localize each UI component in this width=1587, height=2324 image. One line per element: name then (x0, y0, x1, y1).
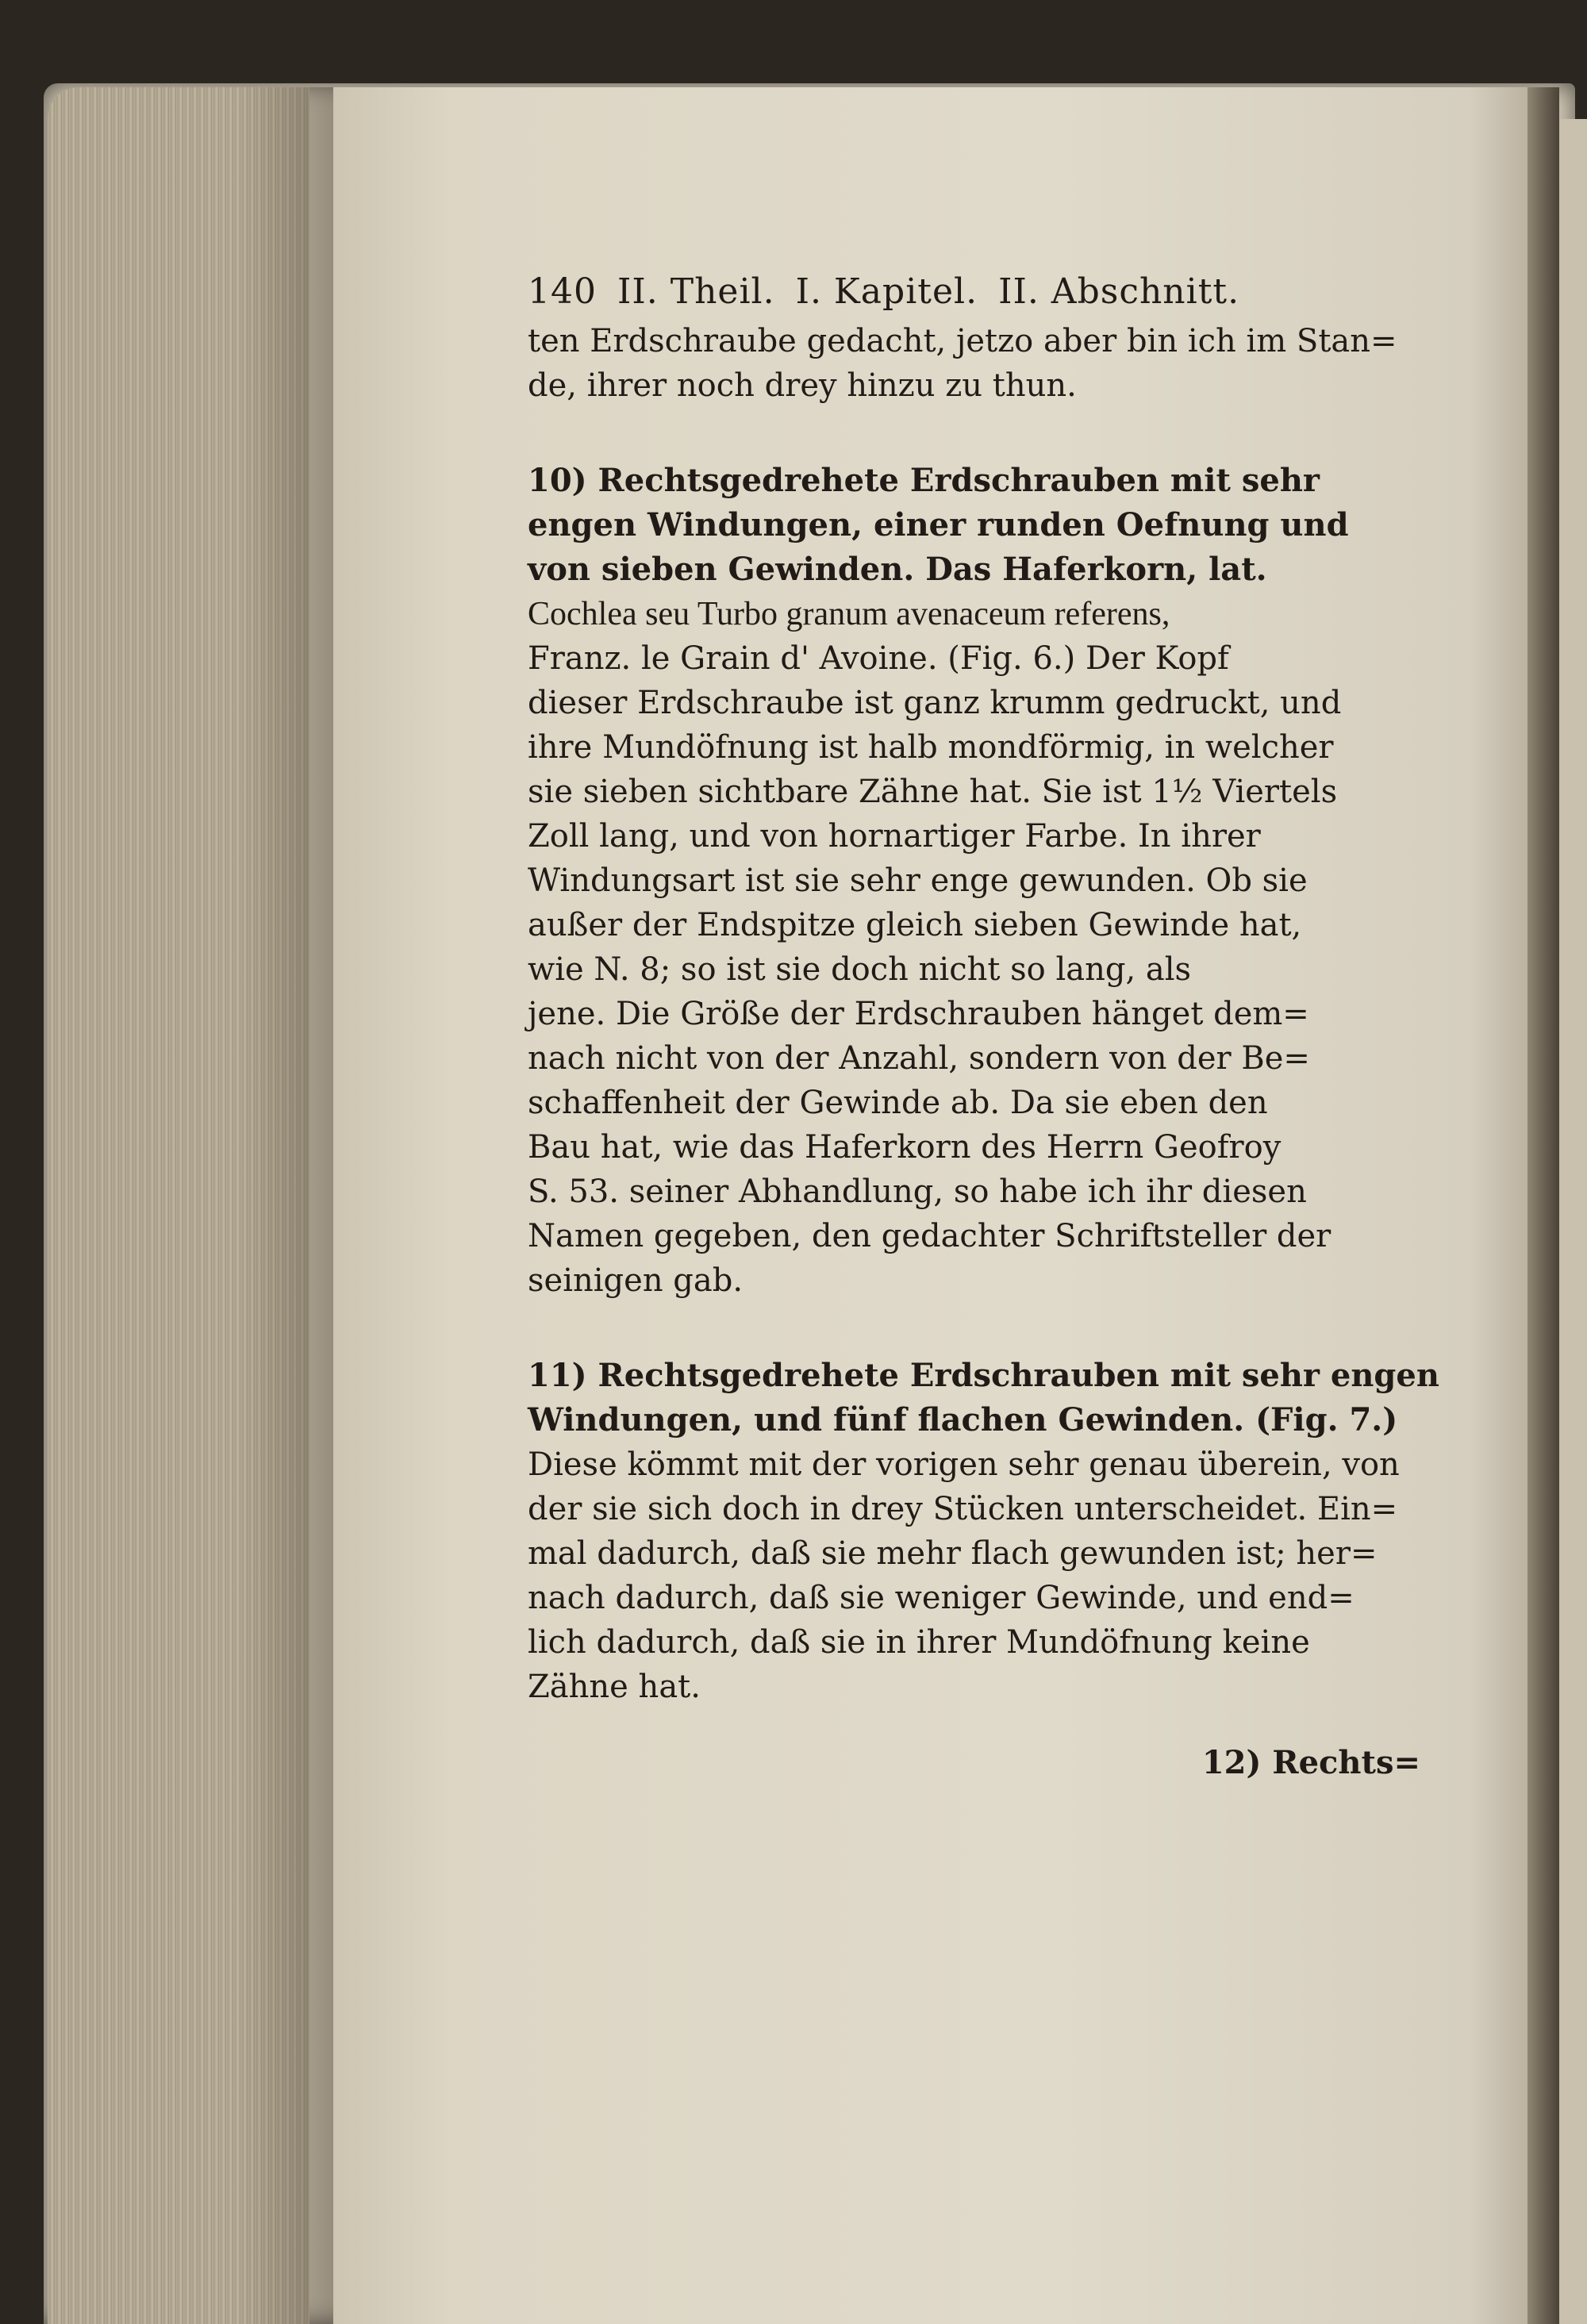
text-line: seinigen gab. (528, 1262, 744, 1299)
text-line: sie sieben sichtbare Zähne hat. Sie ist 1½ Viertels (528, 774, 1338, 810)
header-chapter: I. Kapitel. (795, 271, 978, 312)
text-line: S. 53. seiner Abhandlung, so habe ich ihr diesen (528, 1174, 1307, 1210)
text-line: außer der Endspitze gleich sieben Gewinde hat, (528, 907, 1302, 943)
text-line: mal dadurch, daß sie mehr flach gewunden ist; her= (528, 1535, 1378, 1572)
text-line: Windungen, und fünf flachen Gewinden. (Fig. 7.) (528, 1401, 1398, 1439)
text-line: von sieben Gewinden. Das Haferkorn, lat. (528, 551, 1267, 588)
text-line: ihre Mundöfnung ist halb mondförmig, in welcher (528, 729, 1334, 766)
text-line: nach dadurch, daß sie weniger Gewinde, und end= (528, 1580, 1355, 1616)
text-line: de, ihrer noch drey hinzu zu thun. (528, 367, 1077, 404)
text-line: 11) Rechtsgedrehete Erdschrauben mit sehr engen (528, 1357, 1439, 1394)
running-header (528, 270, 1420, 314)
header-part: II. Theil. (617, 271, 775, 312)
text-line: jene. Die Größe der Erdschrauben hänget dem= (528, 996, 1309, 1032)
text-line: schaffenheit der Gewinde ab. Da sie eben den (528, 1085, 1268, 1121)
text-line: wie N. 8; so ist sie doch nicht so lang, als (528, 951, 1192, 988)
text-line: dieser Erdschraube ist ganz krumm gedruckt, und (528, 685, 1342, 721)
header-section: II. Abschnitt. (998, 271, 1240, 312)
text-line: Namen gegeben, den gedachter Schriftsteller der (528, 1218, 1331, 1254)
text-line: nach nicht von der Anzahl, sondern von der Be= (528, 1040, 1310, 1077)
intro-paragraph (528, 319, 1420, 408)
text-line: Zoll lang, und von hornartiger Farbe. In ihrer (528, 818, 1261, 855)
text-line: Bau hat, wie das Haferkorn des Herrn Geofroy (528, 1129, 1282, 1166)
text-line: lich dadurch, daß sie in ihrer Mundöfnung keine (528, 1624, 1310, 1661)
text-line: Windungsart ist sie sehr enge gewunden. Ob sie (528, 862, 1308, 899)
text-line: Zähne hat. (528, 1669, 701, 1705)
page-number: 140 (528, 271, 597, 312)
fore-edge-shadow (238, 87, 349, 2324)
paragraph-10 (528, 459, 1420, 1303)
paragraph-11 (528, 1354, 1439, 1709)
text-line: Cochlea seu Turbo granum avenaceum referens, (528, 596, 1170, 632)
text-line: Franz. le Grain d' Avoine. (Fig. 6.) Der Kopf (528, 640, 1229, 677)
catchword: 12) Rechts= (1201, 1744, 1420, 1781)
text-line: der sie sich doch in drey Stücken unterscheidet. Ein= (528, 1491, 1398, 1527)
text-line: engen Windungen, einer runden Oefnung und (528, 506, 1349, 544)
text-line: ten Erdschraube gedacht, jetzo aber bin ich im Stan= (528, 323, 1397, 359)
facing-page-edge (1559, 119, 1587, 2324)
book-gutter (1527, 87, 1559, 2324)
page-text-block (528, 270, 1439, 1785)
text-line: 10) Rechtsgedrehete Erdschrauben mit sehr (528, 462, 1320, 499)
text-line: Diese kömmt mit der vorigen sehr genau überein, von (528, 1446, 1400, 1483)
